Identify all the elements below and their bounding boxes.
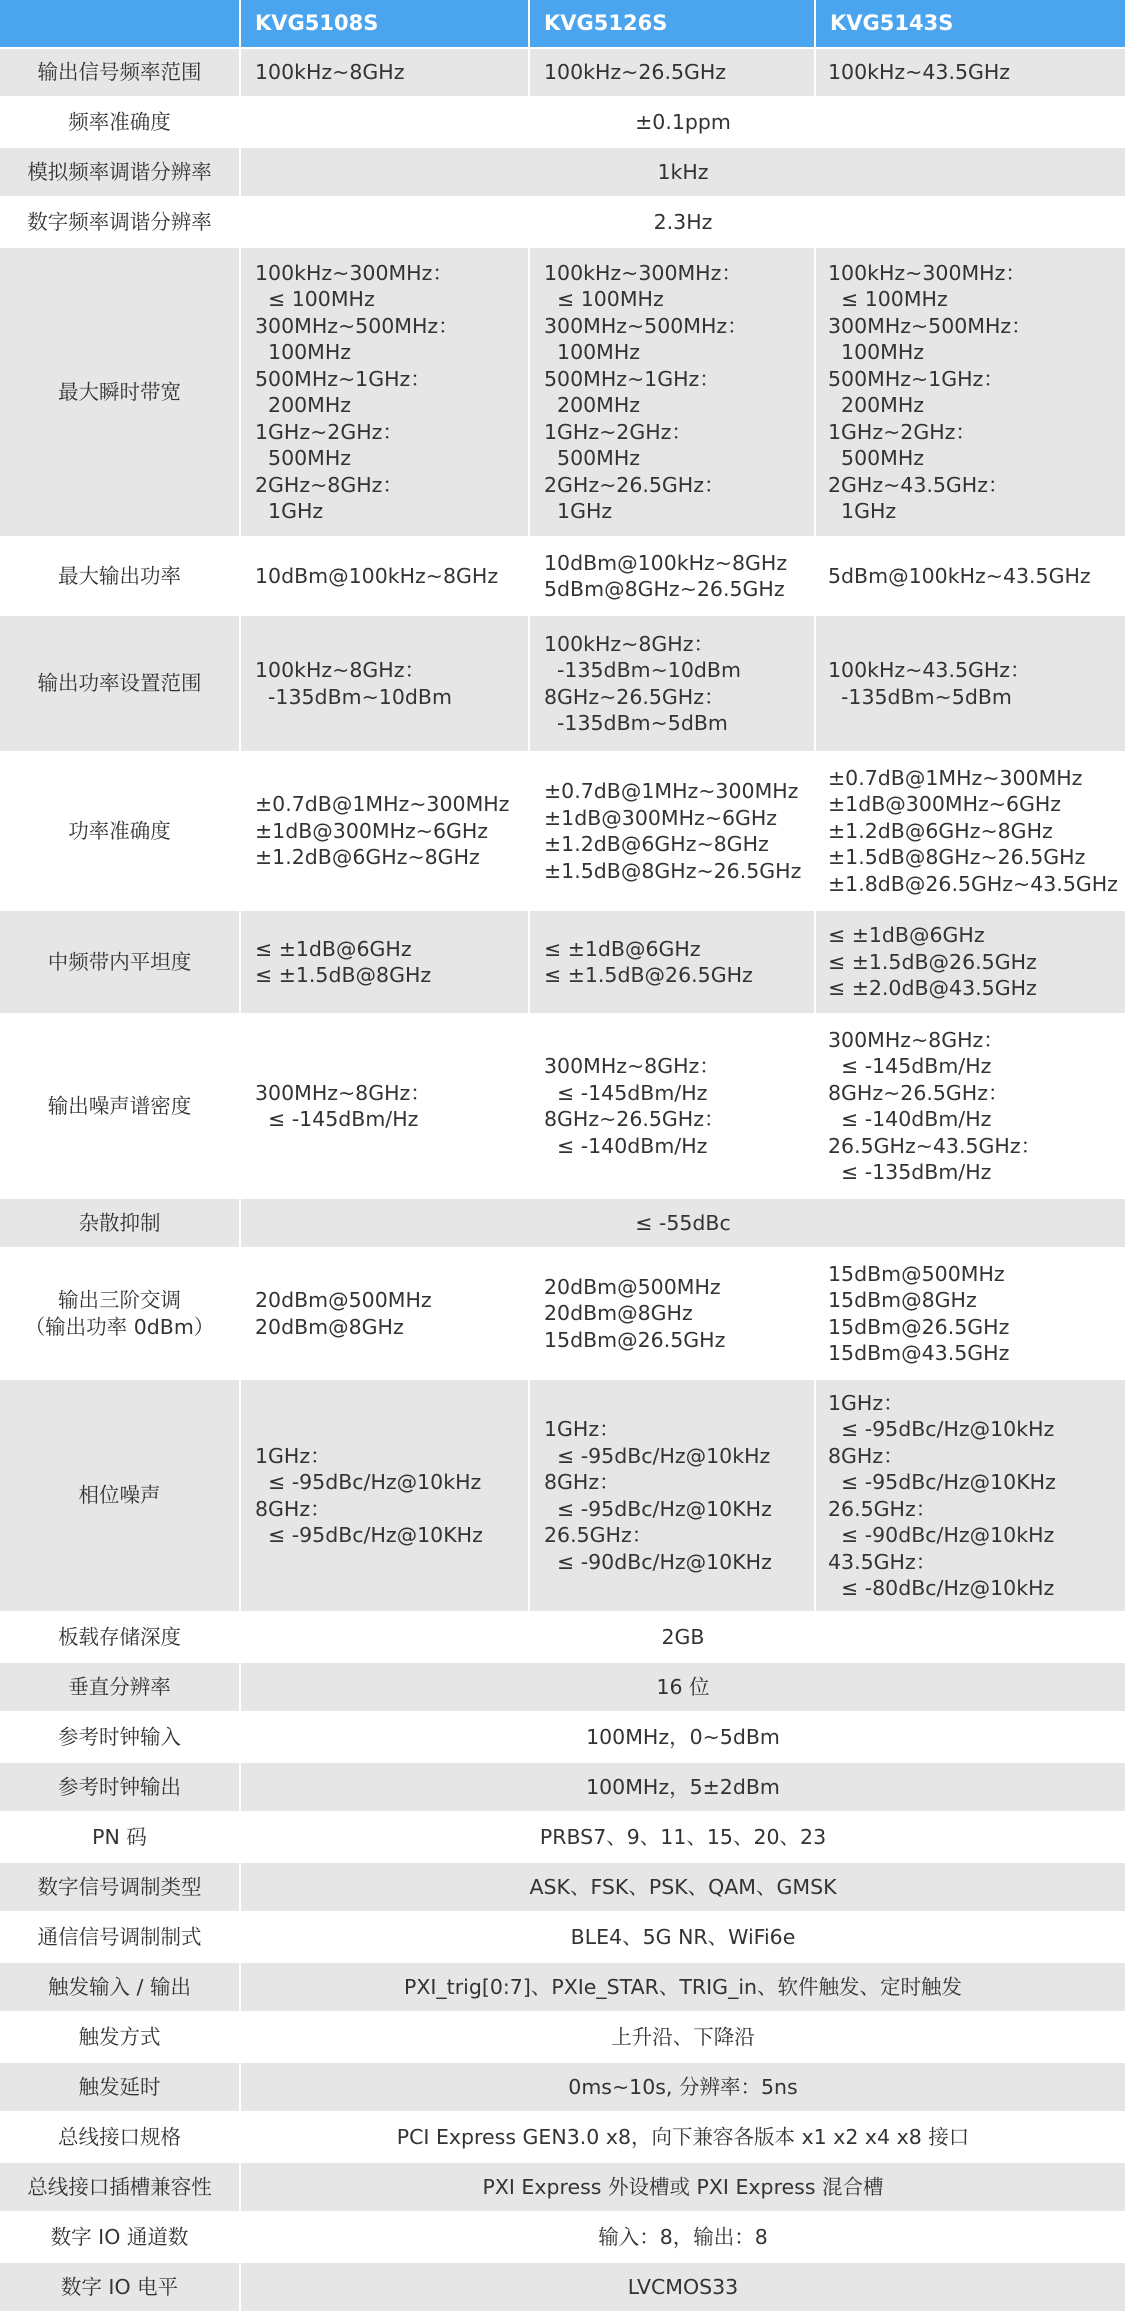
merged-value-cell: 100MHz，0~5dBm [241,1713,1125,1763]
merged-value-cell: PXI_trig[0:7]、PXIe_STAR、TRIG_in、软件触发、定时触发 [241,1963,1125,2013]
row-label: 触发输入 / 输出 [0,1963,241,2013]
header-row [0,0,1125,49]
row-label: 参考时钟输入 [0,1713,241,1763]
row-label: PN 码 [0,1813,241,1863]
value-cell-model-2: 100kHz~26.5GHz [530,49,816,98]
row-label: 参考时钟输出 [0,1763,241,1813]
table-row [0,1863,1125,1913]
table-row [0,1380,1125,1613]
value-cell-model-3: 15dBm@500MHz 15dBm@8GHz 15dBm@26.5GHz 15dBm@43.5GHz [816,1249,1125,1380]
merged-value-cell: 1kHz [241,148,1125,198]
table-row [0,753,1125,911]
merged-value-cell: ±0.1ppm [241,98,1125,148]
row-label: 通信信号调制制式 [0,1913,241,1963]
value-cell-model-1: 100kHz~8GHz [241,49,530,98]
value-cell-model-1: 20dBm@500MHz 20dBm@8GHz [241,1249,530,1380]
row-label: 最大输出功率 [0,538,241,616]
row-label: 输出功率设置范围 [0,616,241,753]
table-row [0,2013,1125,2063]
row-label: 频率准确度 [0,98,241,148]
value-cell-model-1: 100kHz~300MHz： ≤ 100MHz 300MHz~500MHz： 100MHz 500MHz~1GHz： 200MHz 1GHz~2GHz： 500MHz 2GHz~8GHz： 1GHz [241,248,530,538]
table-row [0,2113,1125,2163]
table-row [0,1913,1125,1963]
table-row [0,911,1125,1015]
row-label: 输出三阶交调 （输出功率 0dBm） [0,1249,241,1380]
merged-value-cell: 2GB [241,1613,1125,1663]
value-cell-model-1: ±0.7dB@1MHz~300MHz ±1dB@300MHz~6GHz ±1.2dB@6GHz~8GHz [241,753,530,911]
value-cell-model-3: 100kHz~43.5GHz： -135dBm~5dBm [816,616,1125,753]
merged-value-cell: 输入：8，输出：8 [241,2213,1125,2263]
row-label: 总线接口规格 [0,2113,241,2163]
row-label: 输出噪声谱密度 [0,1015,241,1199]
row-label: 数字频率调谐分辨率 [0,198,241,248]
merged-value-cell: ≤ -55dBc [241,1199,1125,1249]
row-label: 数字 IO 通道数 [0,2213,241,2263]
merged-value-cell: 100MHz，5±2dBm [241,1763,1125,1813]
value-cell-model-2: 300MHz~8GHz： ≤ -145dBm/Hz 8GHz~26.5GHz： ≤ -140dBm/Hz [530,1015,816,1199]
header-model-3: KVG5143S [816,0,1125,49]
merged-value-cell: PXI Express 外设槽或 PXI Express 混合槽 [241,2163,1125,2213]
value-cell-model-3: 100kHz~300MHz： ≤ 100MHz 300MHz~500MHz： 100MHz 500MHz~1GHz： 200MHz 1GHz~2GHz： 500MHz 2GHz~43.5GHz： 1GHz [816,248,1125,538]
merged-value-cell: PRBS7、9、11、15、20、23 [241,1813,1125,1863]
row-label: 垂直分辨率 [0,1663,241,1713]
table-row [0,198,1125,248]
row-label: 最大瞬时带宽 [0,248,241,538]
value-cell-model-3: 300MHz~8GHz： ≤ -145dBm/Hz 8GHz~26.5GHz： ≤ -140dBm/Hz 26.5GHz~43.5GHz： ≤ -135dBm/Hz [816,1015,1125,1199]
spec-table-body [0,49,1125,2313]
table-row [0,1663,1125,1713]
value-cell-model-3: 5dBm@100kHz~43.5GHz [816,538,1125,616]
table-row [0,1813,1125,1863]
table-row [0,2263,1125,2313]
row-label: 触发延时 [0,2063,241,2113]
table-row [0,1015,1125,1199]
value-cell-model-2: 20dBm@500MHz 20dBm@8GHz 15dBm@26.5GHz [530,1249,816,1380]
merged-value-cell: BLE4、5G NR、WiFi6e [241,1913,1125,1963]
table-row [0,1713,1125,1763]
value-cell-model-2: 10dBm@100kHz~8GHz 5dBm@8GHz~26.5GHz [530,538,816,616]
value-cell-model-1: 300MHz~8GHz： ≤ -145dBm/Hz [241,1015,530,1199]
row-label: 模拟频率调谐分辨率 [0,148,241,198]
merged-value-cell: 16 位 [241,1663,1125,1713]
table-row [0,1199,1125,1249]
value-cell-model-1: ≤ ±1dB@6GHz ≤ ±1.5dB@8GHz [241,911,530,1015]
row-label: 总线接口插槽兼容性 [0,2163,241,2213]
value-cell-model-2: 100kHz~300MHz： ≤ 100MHz 300MHz~500MHz： 100MHz 500MHz~1GHz： 200MHz 1GHz~2GHz： 500MHz 2GHz~26.5GHz： 1GHz [530,248,816,538]
merged-value-cell: 上升沿、下降沿 [241,2013,1125,2063]
merged-value-cell: ASK、FSK、PSK、QAM、GMSK [241,1863,1125,1913]
value-cell-model-1: 10dBm@100kHz~8GHz [241,538,530,616]
value-cell-model-2: 100kHz~8GHz： -135dBm~10dBm 8GHz~26.5GHz： -135dBm~5dBm [530,616,816,753]
table-row [0,538,1125,616]
merged-value-cell: 0ms~10s, 分辨率：5ns [241,2063,1125,2113]
value-cell-model-3: 100kHz~43.5GHz [816,49,1125,98]
value-cell-model-1: 1GHz： ≤ -95dBc/Hz@10kHz 8GHz： ≤ -95dBc/Hz@10KHz [241,1380,530,1613]
row-label: 功率准确度 [0,753,241,911]
table-row [0,98,1125,148]
table-row [0,248,1125,538]
table-row [0,1613,1125,1663]
table-row [0,148,1125,198]
row-label: 输出信号频率范围 [0,49,241,98]
header-corner-cell [0,0,241,49]
value-cell-model-3: 1GHz： ≤ -95dBc/Hz@10kHz 8GHz： ≤ -95dBc/Hz@10KHz 26.5GHz： ≤ -90dBc/Hz@10kHz 43.5GHz： ≤ -80dBc/Hz@10kHz [816,1380,1125,1613]
merged-value-cell: LVCMOS33 [241,2263,1125,2313]
row-label: 数字信号调制类型 [0,1863,241,1913]
row-label: 板载存储深度 [0,1613,241,1663]
value-cell-model-2: ≤ ±1dB@6GHz ≤ ±1.5dB@26.5GHz [530,911,816,1015]
value-cell-model-2: 1GHz： ≤ -95dBc/Hz@10kHz 8GHz： ≤ -95dBc/Hz@10KHz 26.5GHz： ≤ -90dBc/Hz@10KHz [530,1380,816,1613]
table-row [0,1249,1125,1380]
table-row [0,2063,1125,2113]
table-row [0,2213,1125,2263]
value-cell-model-2: ±0.7dB@1MHz~300MHz ±1dB@300MHz~6GHz ±1.2dB@6GHz~8GHz ±1.5dB@8GHz~26.5GHz [530,753,816,911]
row-label: 触发方式 [0,2013,241,2063]
header-model-2: KVG5126S [530,0,816,49]
merged-value-cell: 2.3Hz [241,198,1125,248]
table-row [0,1763,1125,1813]
row-label: 中频带内平坦度 [0,911,241,1015]
row-label: 相位噪声 [0,1380,241,1613]
merged-value-cell: PCI Express GEN3.0 x8，向下兼容各版本 x1 x2 x4 x8 接口 [241,2113,1125,2163]
row-label: 数字 IO 电平 [0,2263,241,2313]
value-cell-model-3: ≤ ±1dB@6GHz ≤ ±1.5dB@26.5GHz ≤ ±2.0dB@43.5GHz [816,911,1125,1015]
table-row [0,2163,1125,2213]
table-row [0,49,1125,98]
value-cell-model-1: 100kHz~8GHz： -135dBm~10dBm [241,616,530,753]
value-cell-model-3: ±0.7dB@1MHz~300MHz ±1dB@300MHz~6GHz ±1.2dB@6GHz~8GHz ±1.5dB@8GHz~26.5GHz ±1.8dB@26.5GHz~43.5GHz [816,753,1125,911]
row-label: 杂散抑制 [0,1199,241,1249]
table-row [0,616,1125,753]
table-row [0,1963,1125,2013]
header-model-1: KVG5108S [241,0,530,49]
